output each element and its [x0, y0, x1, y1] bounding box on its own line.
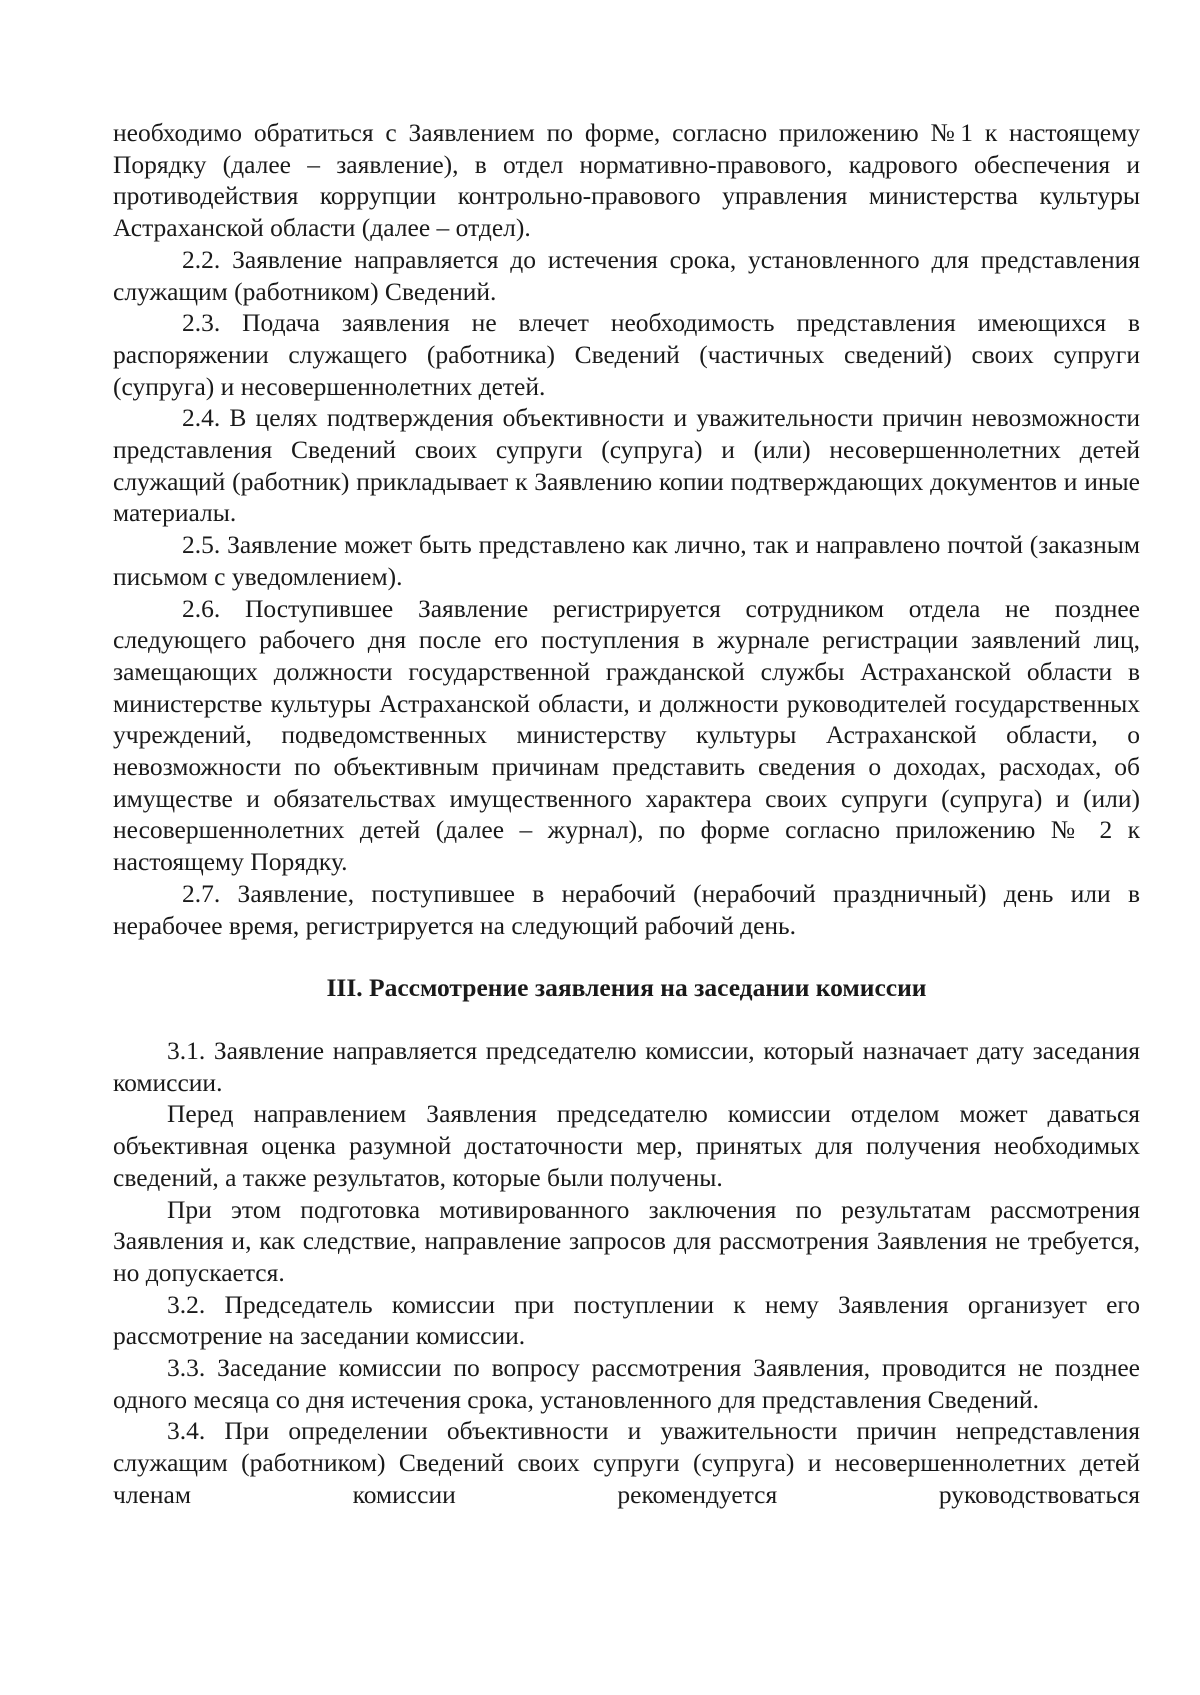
paragraph-3-1: 3.1. Заявление направляется председателю комиссии, который назначает дату заседания комиссии. — [113, 1035, 1140, 1097]
paragraph-3-1-assessment: Перед направлением Заявления председателю комиссии отделом может даваться объективная оценка разумной достаточности мер, принятых для получения необходимых сведений, а также результатов, которые были получены. — [113, 1099, 1140, 1192]
paragraph-2-2: 2.2. Заявление направляется до истечения срока, установленного для представления служащим (работником) Сведений. — [113, 244, 1140, 306]
paragraph-3-2: 3.2. Председатель комиссии при поступлении к нему Заявления организует его рассмотрение на заседании комиссии. — [113, 1289, 1140, 1351]
paragraph-continuation: необходимо обратиться с Заявлением по форме, согласно приложению №1 к настоящему Порядку (далее – заявление), в отдел нормативно-правового, кадрового обеспечения и противодействия коррупции контрольно-правового управления министерства культуры Астраханской области (далее – отдел). — [113, 118, 1140, 243]
section-3-heading: III. Рассмотрение заявления на заседании комиссии — [326, 973, 927, 1003]
paragraph-3-4: 3.4. При определении объективности и уважительности причин непредставления служащим (работником) Сведений своих супруги (супруга) и несовершеннолетних детей членам комиссии рекомендуется руководствоваться — [113, 1416, 1140, 1509]
paragraph-2-5: 2.5. Заявление может быть представлено как лично, так и направлено почтой (заказным письмом с уведомлением). — [113, 530, 1140, 591]
document-text — [113, 117, 1140, 1511]
paragraph-2-7: 2.7. Заявление, поступившее в нерабочий (нерабочий праздничный) день или в нерабочее время, регистрируется на следующий рабочий день. — [113, 878, 1140, 940]
paragraph-3-3: 3.3. Заседание комиссии по вопросу рассмотрения Заявления, проводится не позднее одного месяца со дня истечения срока, установленного для представления Сведений. — [113, 1353, 1140, 1414]
paragraph-2-6: 2.6. Поступившее Заявление регистрируется сотрудником отдела не позднее следующего рабочего дня после его поступления в журнале регистрации заявлений лиц, замещающих должности государственной гражданской службы Астраханской области в министерстве культуры Астраханской области, и должности руководителей государственных учреждений, подведомственных министерству культуры Астраханской области, о невозможности по объективным причинам представить сведения о доходах, расходах, об имуществе и обязательствах имущественного характера своих супруги (супруга) и (или) несовершеннолетних детей (далее – журнал), по форме согласно приложению № 2 к настоящему Порядку. — [113, 593, 1140, 877]
paragraph-2-3: 2.3. Подача заявления не влечет необходимость представления имеющихся в распоряжении служащего (работника) Сведений (частичных сведений) своих супруги (супруга) и несовершеннолетних детей. — [113, 308, 1140, 401]
paragraph-2-4: 2.4. В целях подтверждения объективности и уважительности причин невозможности представления Сведений своих супруги (супруга) и (или) несовершеннолетних детей служащий (работник) прикладывает к Заявлению копии подтверждающих документов и иные материалы. — [113, 403, 1140, 528]
paragraph-3-1-conclusion: При этом подготовка мотивированного заключения по результатам рассмотрения Заявления и, как следствие, направление запросов для рассмотрения Заявления не требуется, но допускается. — [113, 1194, 1140, 1287]
